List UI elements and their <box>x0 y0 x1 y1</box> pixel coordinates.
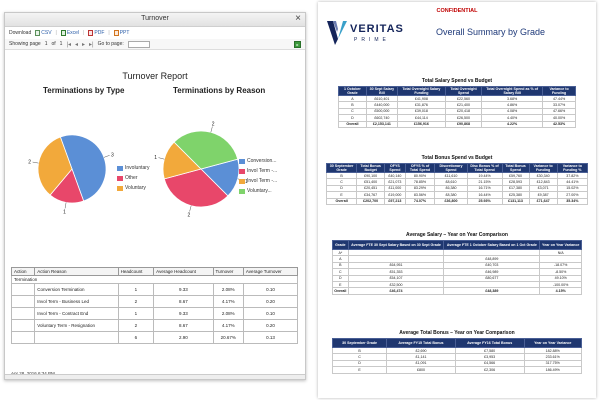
table-header-cell: 30 September Grade <box>333 339 387 348</box>
table-cell: £6,380 <box>435 185 467 191</box>
table-cell: £25,380 <box>502 192 529 198</box>
table-cell: C <box>327 179 357 185</box>
slice-label: 1 <box>154 154 157 161</box>
csv-file-icon <box>35 30 40 36</box>
table-cell: -18.07% <box>540 262 582 268</box>
table-cell: £51,353 <box>348 269 444 275</box>
legend-label: Voluntary... <box>247 188 272 194</box>
table-header-row <box>327 164 588 173</box>
chart-title-by-reason: Terminations by Reason <box>173 86 266 95</box>
prev-page-icon[interactable]: ◂ <box>75 41 79 48</box>
table-cell: £40,703 <box>444 262 540 268</box>
pie-chart-by-reason <box>151 105 251 235</box>
excel-file-icon <box>61 30 66 36</box>
table-cell: 186.49% <box>524 367 582 373</box>
slice-leader-line <box>104 155 110 157</box>
table-cell: £1,091 <box>387 360 456 366</box>
table-cell: £4,566 <box>455 360 524 366</box>
table-total-cell: Overall <box>339 121 367 127</box>
bonus-spend-table <box>326 163 588 205</box>
table-cell: 27.00% <box>557 192 587 198</box>
table-header-cell: Disc Bonus % of Total Spend <box>467 164 502 173</box>
legend-label: Other <box>125 175 138 181</box>
legend-swatch <box>239 169 245 174</box>
table-cell: 4.40% <box>482 115 543 121</box>
table-cell: £800 <box>387 367 456 373</box>
table-cell: 16.44% <box>467 192 502 198</box>
table-total-cell: 25.93% <box>467 198 502 204</box>
table-cell: 44.41% <box>557 179 587 185</box>
table-cell <box>12 296 35 308</box>
table-cell: £1,141 <box>387 354 456 360</box>
table-cell: 4.86% <box>482 102 543 108</box>
table-total-row <box>339 121 576 127</box>
table-total-cell: 42.53% <box>543 121 576 127</box>
table-cell: £12,843 <box>529 179 557 185</box>
table-total-row <box>327 198 588 204</box>
table-cell: 233.61% <box>524 354 582 360</box>
table-cell: 47.66% <box>543 108 576 114</box>
download-label: Download <box>9 30 32 36</box>
table-cell <box>12 284 35 296</box>
table-total-cell: 35.34% <box>557 198 587 204</box>
table-total-cell: 74.07% <box>405 198 435 204</box>
table-cell: £48,899 <box>444 256 540 262</box>
download-ppt-button[interactable]: PPT <box>114 30 130 36</box>
legend-item[interactable] <box>117 183 149 193</box>
table-row <box>12 284 298 296</box>
table-cell: 2 <box>118 320 154 332</box>
first-page-icon[interactable]: |◂ <box>66 41 72 48</box>
table-cell: D <box>333 360 387 366</box>
table-cell: £2,306 <box>455 367 524 373</box>
table-cell: £51,400 <box>357 179 385 185</box>
table-cell: £20,418 <box>445 108 481 114</box>
table-cell: £11,000 <box>385 185 406 191</box>
table-cell: £8,610 <box>435 179 467 185</box>
table-header-cell: Variance to Funding % <box>557 164 587 173</box>
table-header-cell[interactable]: Headcount <box>118 268 154 276</box>
goto-page-input[interactable] <box>128 41 150 48</box>
table-cell <box>12 320 35 332</box>
table-cell: D <box>333 275 349 281</box>
table-cell: £34,767 <box>357 192 385 198</box>
table-cell: £39,018 <box>397 108 445 114</box>
legend-label: Voluntary <box>125 185 146 191</box>
table-cell: A <box>333 256 349 262</box>
table-header-cell: Total Overnight Salary Funding <box>397 87 445 96</box>
table-cell: 0.13 <box>243 332 297 344</box>
table-cell: 15.02% <box>557 185 587 191</box>
table-cell: B <box>327 173 357 179</box>
table-cell: £26,500 <box>445 115 481 121</box>
table-cell: D <box>339 115 367 121</box>
veritas-v-icon <box>326 19 348 47</box>
table-cell: Invol Term - Business Led <box>35 296 118 308</box>
table-header-cell: Grade <box>333 241 349 250</box>
table-header-cell: Variance to Funding <box>543 87 576 96</box>
slice-label: 2 <box>28 159 32 166</box>
table-total-cell: 4.22% <box>482 121 543 127</box>
chart-title-by-type: Terminations by Type <box>43 86 125 95</box>
table-total-cell: £97,213 <box>385 198 406 204</box>
table-cell: 8.67 <box>154 320 213 332</box>
table-cell: 182.88% <box>524 348 582 354</box>
table-cell: £20,451 <box>357 185 385 191</box>
slice-leader-line <box>158 158 164 160</box>
table-cell: Conversion Termination <box>35 284 118 296</box>
table-row <box>12 320 298 332</box>
download-csv-button[interactable]: CSV <box>35 30 51 36</box>
table-row <box>12 296 298 308</box>
table-cell: 19.44% <box>467 173 502 179</box>
table-cell: 2.08% <box>213 284 243 296</box>
table-cell: 83.56% <box>405 192 435 198</box>
table-cell: 9.33 <box>154 308 213 320</box>
table-cell: 4.17% <box>213 296 243 308</box>
table-cell: £17,380 <box>502 185 529 191</box>
pager-current-page: 1 <box>44 41 48 47</box>
table-cell: 1 <box>118 308 154 320</box>
table-cell: 6 <box>118 332 154 344</box>
table-cell: 9.33 <box>154 284 213 296</box>
table-total-cell: £71,647 <box>529 198 557 204</box>
pager-bar <box>5 39 305 50</box>
table-cell: 0.10 <box>243 284 297 296</box>
document-title: Overall Summary by Grade <box>436 27 546 37</box>
table-header-row <box>333 339 582 348</box>
table-cell: 0.10 <box>243 308 297 320</box>
table-total-cell: Overall <box>334 289 347 294</box>
legend-label: Invol Term -... <box>247 168 278 174</box>
table-header-cell: Average FTE 30 Sept Salary Based on 30 Sept Grade <box>348 241 444 250</box>
goto-go-button[interactable]: ▸ <box>294 41 301 48</box>
table-header-cell[interactable]: Action Reason <box>35 268 118 276</box>
legend-swatch <box>117 166 123 171</box>
table-header-cell[interactable]: Action <box>12 268 35 276</box>
table-cell: £28,593 <box>502 179 529 185</box>
slice-label: 1 <box>245 179 248 186</box>
table-cell: 49.10% <box>540 275 582 281</box>
table-cell: £64,951 <box>348 262 444 268</box>
salary-spend-table <box>338 86 576 128</box>
goto-page-label: Go to page: <box>97 41 124 47</box>
table-header-cell: Total Bonus Spend <box>502 164 529 173</box>
table-cell <box>12 332 35 344</box>
table-header-cell: 30 September Grade <box>327 164 357 173</box>
legend-item[interactable] <box>239 166 277 176</box>
pager-of-text: of <box>51 41 56 47</box>
window-title: Turnover <box>141 15 169 22</box>
table-cell: £3,953 <box>455 354 524 360</box>
table-cell: D <box>327 185 357 191</box>
table-total-cell: £90,868 <box>445 121 481 127</box>
table-cell: £11,610 <box>435 173 467 179</box>
table-cell: £500,000 <box>366 108 397 114</box>
table-cell <box>12 308 35 320</box>
legend-swatch <box>239 179 245 184</box>
table-cell: £8,380 <box>435 192 467 198</box>
table-cell: E <box>327 192 357 198</box>
legend-item[interactable] <box>117 163 149 173</box>
table-cell: £3,071 <box>529 185 557 191</box>
table-cell: £80,677 <box>444 275 540 281</box>
window-titlebar <box>5 13 305 27</box>
table-total-row <box>333 288 582 294</box>
table-cell: £59,760 <box>502 173 529 179</box>
table-cell: E <box>333 281 349 287</box>
table-cell: 47.44% <box>543 96 576 102</box>
table-cell: £40,140 <box>385 173 406 179</box>
average-salary-table <box>332 240 582 295</box>
table-header-cell[interactable]: Average Turnover <box>243 268 297 276</box>
summary-document <box>318 2 596 398</box>
close-icon[interactable]: × <box>295 13 301 24</box>
table-cell: £41,908 <box>397 96 445 102</box>
table-total-cell: £156,916 <box>397 121 445 127</box>
table-cell: £440,000 <box>366 102 397 108</box>
table-header-cell: Average FY16 Total Bonus <box>455 339 524 348</box>
slice-label: 3 <box>111 152 114 159</box>
table-header-cell: OFYS % of Total Spend <box>405 164 435 173</box>
table-cell: 2.08% <box>213 308 243 320</box>
table-cell: A <box>339 96 367 102</box>
section-title-average-bonus: Average Total Bonus – Year on Year Comparison <box>399 330 515 336</box>
table-header-cell: Discretionary Spend <box>435 164 467 173</box>
slice-label: 2 <box>211 121 215 128</box>
table-total-cell: £46,474 <box>348 288 444 294</box>
table-total-cell: £36,800 <box>435 198 467 204</box>
section-title-salary-spend: Total Salary Spend vs Budget <box>421 78 493 84</box>
table-cell: 16.71% <box>467 185 502 191</box>
table-header-cell[interactable]: Turnover <box>213 268 243 276</box>
table-total-cell: £202,700 <box>357 198 385 204</box>
table-cell: E <box>333 367 387 373</box>
slice-leader-line <box>33 162 39 163</box>
table-cell: 33.07% <box>543 102 576 108</box>
average-bonus-table <box>332 338 582 374</box>
table-header-row <box>333 241 582 250</box>
table-header-cell: Total Overnight Spend <box>445 87 481 96</box>
table-cell: 8.67 <box>154 296 213 308</box>
legend-item[interactable] <box>117 173 149 183</box>
download-pdf-button[interactable]: PDF <box>88 30 104 36</box>
table-cell: A* <box>333 250 349 256</box>
table-cell: B <box>333 262 349 268</box>
section-title-bonus-spend: Total Bonus Spend vs Budget <box>421 155 493 161</box>
legend-label: Involuntary <box>125 165 150 171</box>
table-cell: 37.82% <box>557 173 587 179</box>
legend-swatch <box>117 176 123 181</box>
table-header-cell: Year on Year Variance <box>524 339 582 348</box>
table-cell: 2.90 <box>154 332 213 344</box>
table-total-cell: £48,389 <box>444 288 540 294</box>
table-cell: 3.68% <box>482 96 543 102</box>
table-header-cell: 1 October Grade <box>339 87 367 96</box>
confidential-label: CONFIDENTIAL <box>436 8 478 14</box>
table-cell: 83.29% <box>405 185 435 191</box>
legend-item[interactable] <box>239 186 277 196</box>
table-header-row <box>339 87 576 96</box>
table-cell: 21.15% <box>467 179 502 185</box>
legend-swatch <box>239 159 245 164</box>
table-cell: £22,560 <box>445 96 481 102</box>
logo-name-text: VERITAS <box>350 23 404 35</box>
table-cell: £610,401 <box>366 96 397 102</box>
group-label: Termination <box>12 276 298 284</box>
horizontal-scrollbar[interactable] <box>5 374 305 379</box>
table-cell: £2,690 <box>387 348 456 354</box>
legend-by-type <box>117 163 149 193</box>
table-cell: Invol Term - Contract End <box>35 308 118 320</box>
table-cell: £7,580 <box>455 348 524 354</box>
table-header-cell: 30 Sept Salary Bill <box>366 87 397 96</box>
table-header-cell: Average FTE 1 October Salary Based on 1 Oct Grade <box>444 241 540 250</box>
turnover-table-header <box>12 268 298 276</box>
legend-label: Conversion... <box>247 158 277 164</box>
table-cell: 4.17% <box>213 320 243 332</box>
logo-sub-text: PRIME <box>354 37 390 43</box>
table-header-cell: Total Overnight Spend as % of Salary Bill <box>482 87 543 96</box>
legend-label: Invol Term -... <box>247 178 278 184</box>
legend-swatch <box>117 186 123 191</box>
table-total-cell: 4.15% <box>540 288 582 294</box>
table-cell: 2 <box>118 296 154 308</box>
table-cell: B <box>339 102 367 108</box>
table-cell: B <box>333 348 387 354</box>
slice-label: 1 <box>63 209 66 216</box>
table-cell: Voluntary Term - Resignation <box>35 320 118 332</box>
last-page-icon[interactable]: ▸| <box>89 41 94 48</box>
legend-by-reason <box>239 156 277 196</box>
table-cell: -8.50% <box>540 269 582 275</box>
table-cell: £44,114 <box>397 115 445 121</box>
table-cell: 1 <box>118 284 154 296</box>
table-cell: £46,989 <box>444 269 540 275</box>
table-cell: 80.90% <box>405 173 435 179</box>
table-header-cell: OFYS Spend <box>385 164 406 173</box>
slice-label: 2 <box>187 212 191 219</box>
table-header-cell: Average FY15 Total Bonus <box>387 339 456 348</box>
table-cell: £19,000 <box>385 192 406 198</box>
table-cell: 0.20 <box>243 296 297 308</box>
table-group-row <box>12 276 298 284</box>
table-row <box>12 308 298 320</box>
table-cell: 20.67% <box>213 332 243 344</box>
veritas-prime-logo <box>326 19 426 49</box>
table-total-cell: Overall <box>327 198 357 204</box>
legend-item[interactable] <box>239 156 277 166</box>
pager-total-pages: 1 <box>59 41 63 47</box>
table-cell: -100.00% <box>540 281 582 287</box>
table-cell: C <box>339 108 367 114</box>
table-header-cell: Variance to Funding <box>529 164 557 173</box>
turnover-table <box>11 267 298 344</box>
slice-leader-line <box>190 206 192 212</box>
download-toolbar: Download CSV | Excel | PDF | PPT <box>9 30 130 36</box>
legend-item[interactable] <box>239 176 277 186</box>
table-cell: £90,100 <box>357 173 385 179</box>
next-page-icon[interactable]: ▸ <box>82 41 86 48</box>
table-cell: £602,740 <box>366 115 397 121</box>
turnover-window <box>4 12 306 380</box>
section-title-average-salary: Average Salary – Year on Year Comparison <box>406 232 508 238</box>
table-cell: 40.00% <box>543 115 576 121</box>
table-cell: £21,073 <box>385 179 406 185</box>
table-cell: 317.75% <box>524 360 582 366</box>
table-header-cell: Year on Year Variance <box>540 241 582 250</box>
pie-chart-by-type <box>27 105 117 235</box>
table-cell <box>35 332 118 344</box>
table-cell: 4.08% <box>482 108 543 114</box>
table-cell: £31,876 <box>397 102 445 108</box>
ppt-file-icon <box>114 30 119 36</box>
table-cell: N/A <box>540 250 582 256</box>
legend-swatch <box>239 189 245 194</box>
table-cell: £30,340 <box>529 173 557 179</box>
pdf-file-icon <box>88 30 93 36</box>
report-title: Turnover Report <box>122 71 188 81</box>
table-cell: £32,500 <box>348 281 444 287</box>
table-total-cell: £131,113 <box>502 198 529 204</box>
slice-leader-line <box>65 202 66 208</box>
pager-showing-text: Showing page <box>9 41 41 47</box>
table-cell: £21,400 <box>445 102 481 108</box>
table-header-cell: Total Bonus Budget <box>357 164 385 173</box>
download-excel-button[interactable]: Excel <box>61 30 79 36</box>
table-cell: 78.85% <box>405 179 435 185</box>
table-row <box>12 332 298 344</box>
table-cell: 0.20 <box>243 320 297 332</box>
table-row <box>333 367 582 373</box>
table-cell: C <box>333 269 349 275</box>
table-header-cell[interactable]: Average Headcount <box>154 268 213 276</box>
table-cell: £9,387 <box>529 192 557 198</box>
table-cell: £54,107 <box>348 275 444 281</box>
table-cell: C <box>333 354 387 360</box>
table-total-cell: £2,153,141 <box>366 121 397 127</box>
